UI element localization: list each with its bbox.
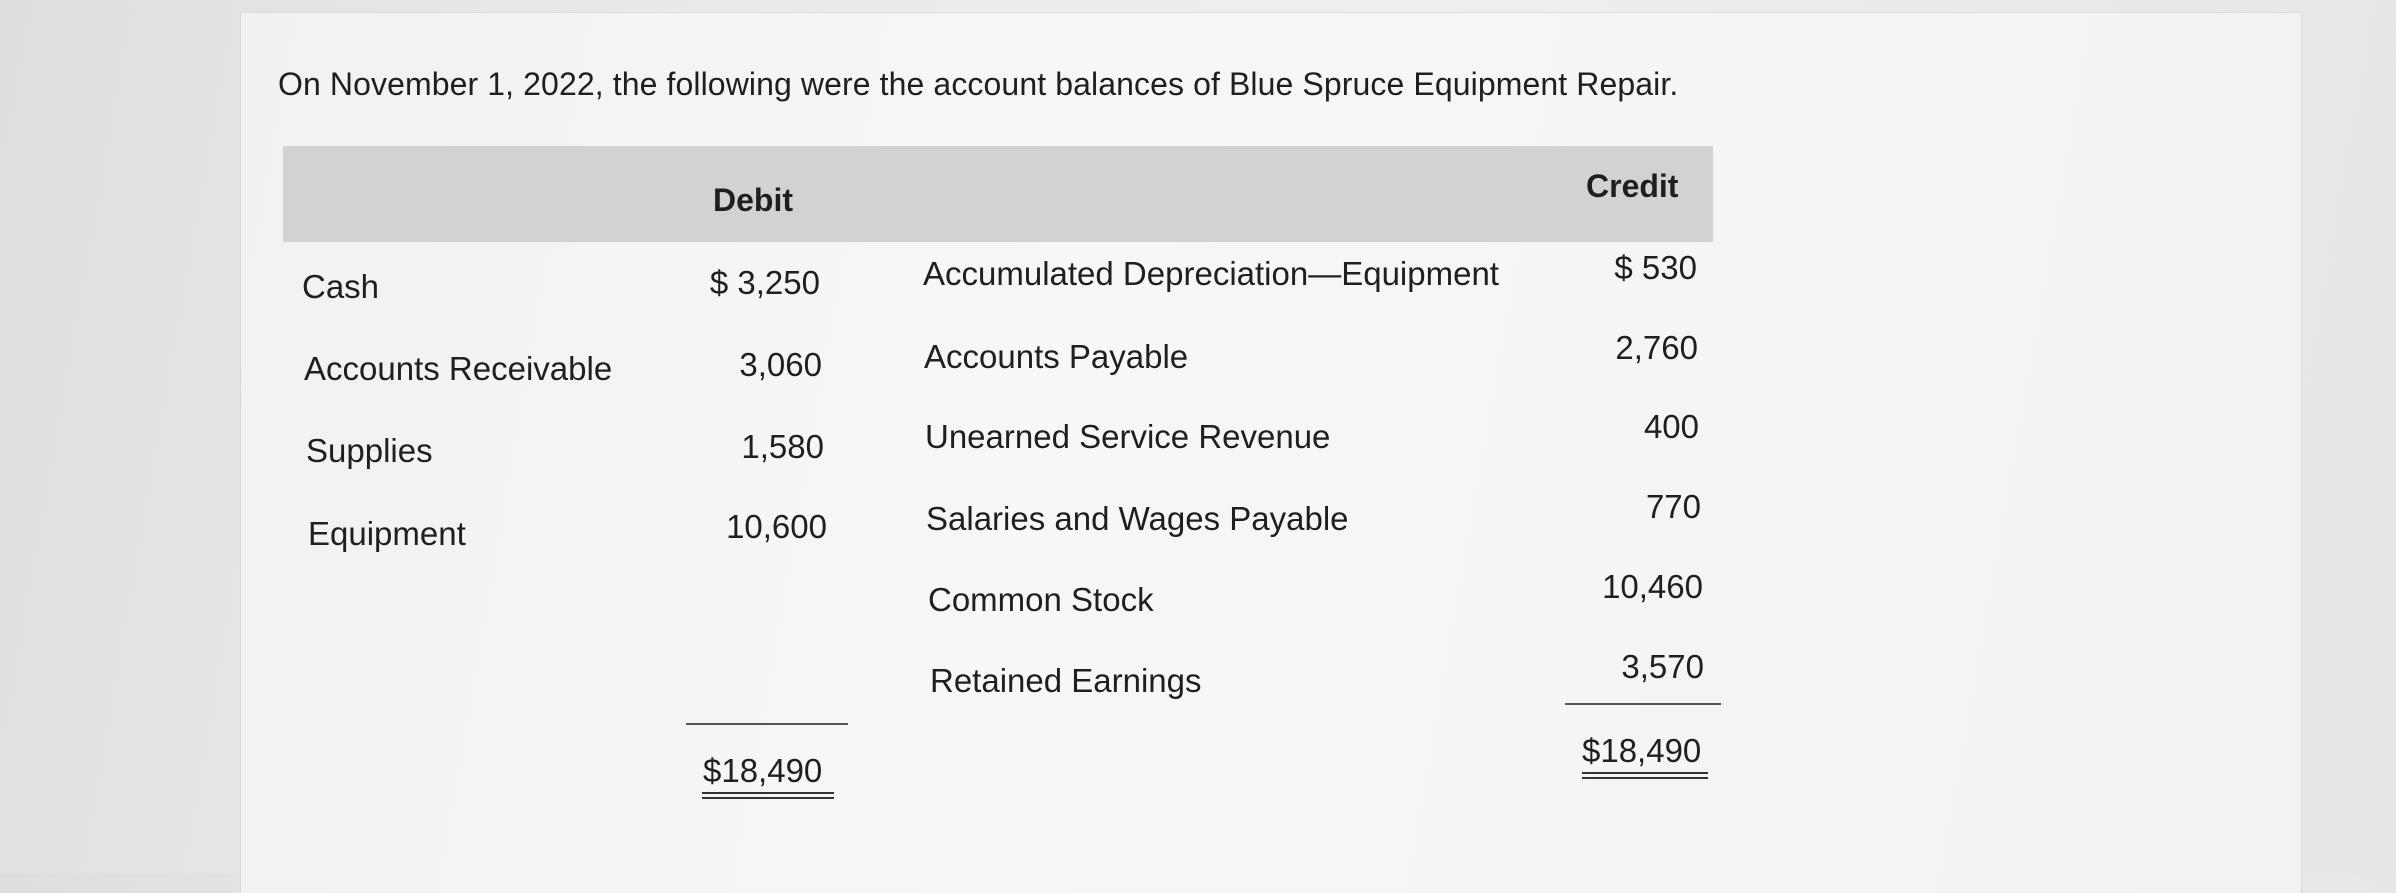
credit-account-amount: 3,570 xyxy=(1621,648,1704,685)
credit-account-name: Retained Earnings xyxy=(930,662,1202,699)
debit-account-amount: 3,060 xyxy=(739,346,822,383)
debit-account-amount: $ 3,250 xyxy=(709,264,820,301)
intro-text: On November 1, 2022, the following were the account balances of Blue Spruce Equipment Repair. xyxy=(278,66,1679,102)
debit-account-name: Accounts Receivable xyxy=(304,350,613,387)
debit-account-name: Equipment xyxy=(308,515,466,552)
credit-account-amount: 400 xyxy=(1643,408,1699,445)
debit-total: $18,490 xyxy=(703,752,823,789)
debit-account-name: Supplies xyxy=(306,432,433,469)
credit-total-rule xyxy=(1565,703,1721,705)
credit-account-amount: 10,460 xyxy=(1602,568,1703,605)
debit-total-double-rule xyxy=(702,797,834,799)
debit-account-amount: 1,580 xyxy=(741,428,824,465)
credit-account-name: Salaries and Wages Payable xyxy=(926,500,1349,537)
debit-total-rule xyxy=(686,723,848,725)
credit-account-name: Accounts Payable xyxy=(924,338,1189,375)
credit-total: $18,490 xyxy=(1582,732,1702,769)
debit-account-name: Cash xyxy=(302,268,380,305)
credit-account-amount: 770 xyxy=(1645,488,1701,525)
credit-account-name: Accumulated Depreciation—Equipment xyxy=(923,255,1499,292)
credit-account-amount: 2,760 xyxy=(1615,329,1698,366)
credit-account-name: Common Stock xyxy=(928,581,1154,618)
credit-total-double-rule xyxy=(1582,772,1708,774)
credit-header: Credit xyxy=(1586,168,1679,204)
credit-account-amount: $ 530 xyxy=(1614,249,1697,286)
debit-total-double-rule xyxy=(702,792,834,794)
debit-account-amount: 10,600 xyxy=(726,508,827,545)
credit-account-name: Unearned Service Revenue xyxy=(925,418,1331,455)
debit-header: Debit xyxy=(713,182,793,218)
table-header xyxy=(283,146,1713,242)
credit-total-double-rule xyxy=(1582,777,1708,779)
